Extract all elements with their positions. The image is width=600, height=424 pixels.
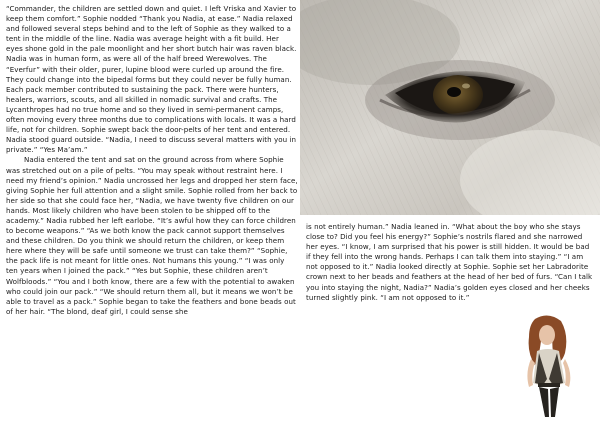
wolf-eye-image [300,0,600,215]
paragraph: “Commander, the children are settled down and quiet. I left Vriska and Xavier to keep them comfort.” Sophie nodded “Thank you Nadia, at ease.” Nadia relaxed and followed several steps behind and to the left of Sophie as they walked to a tent in the middle of the line. Nadia was average height with a fit build. Her eyes shone gold in the pale moonlight and her short butch hair was raven black. Nadia was in human form, as were all of the half breed Werewolves. The “Everfur” with their older, purer, lupine blood were curled up around the fire. They could change into the bipedal forms but they could never be fully human. Each pack member contributed to sustaining the pack. There were hunters, healers, warriors, scouts, and all skilled in nomadic survival and crafts. The Lycanthropes had no true home and so they lived in semi-permanent camps, often moving every three months due to complications with locals. It was a hard life, not for children. Sophie swept back the door-pelts of her tent and entered. Nadia stood guard outside. “Nadia, I need to discuss several matters with you in private.” “Yes Ma’am.” [6,4,297,155]
paragraph: is not entirely human.” Nadia leaned in. “What about the boy who she stays close to? Did you feel his energy?” Sophie’s nostrils flared and she narrowed her eyes. “I know, I am surprised that his power is still hidden. It would be bad if they fell into the wrong hands. Perhaps I can talk them into staying.” “I am not opposed to it.” Nadia looked directly at Sophie. Sophie set her Labradorite crown next to her beads and feathers at the head of her bed of furs. “Can I talk you into staying the night, Nadia?” Nadia’s golden eyes closed and her cheeks turned slightly pink. “I am not opposed to it.” [306,222,593,302]
woman-portrait-illustration [515,313,583,419]
left-text-column [6,4,298,317]
right-text-column [306,222,596,303]
woman-portrait-image [515,313,583,419]
wolf-eye-illustration [300,0,600,215]
paragraph: Nadia entered the tent and sat on the ground across from where Sophie was stretched out on a pile of pelts. “You may speak without restraint here. I need my friend’s opinion.” Nadia uncrossed her legs and dropped her stern face, giving Sophie her full attention and a slight smile. Sophie rolled from her back to her side so that she could face her, “Nadia, we have twenty five children on our hands. Most likely children who have been stolen to be shipped off to the academy.” Nadia rubbed her left earlobe. “It’s awful how they can force children to become weapons.” “As we both know the pack cannot support themselves and these children. Do you think we should return the children, or keep them here where they will be safe until someone we trust can take them?” “Sophie, the pack life is not meant for little ones. Not humans this young.” “I was only ten years when I joined the pack.” “Yes but Sophie, these children aren’t Wolfbloods.” “You and I both know, there are a few with the potential to awaken who could join our pack.” “We should return them all, but it means we won’t be able to travel as a pack.” Sophie began to take the feathers and bone beads out of her hair. “The blond, deaf girl, I could sense she [6,155,298,316]
